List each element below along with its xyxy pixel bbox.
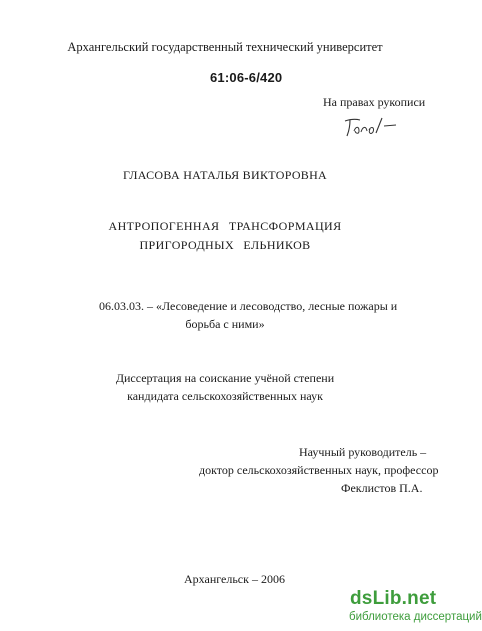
supervisor-name: Феклистов П.А. — [341, 481, 423, 495]
specialty-line-2: борьба с ними» — [185, 317, 265, 331]
rights-note: На правах рукописи — [323, 95, 426, 109]
watermark-subtitle: библиотека диссертаций — [349, 611, 482, 623]
degree-line-2: кандидата сельскохозяйственных наук — [127, 389, 323, 403]
city-year: Архангельск – 2006 — [184, 572, 285, 586]
watermark-logo[interactable]: dsLib.net — [350, 588, 437, 609]
specialty-line-1: 06.03.03. – «Лесоведение и лесоводство, лесные пожары и — [99, 299, 398, 313]
dissertation-title-line-1: АНТРОПОГЕННАЯ ТРАНСФОРМАЦИЯ — [108, 219, 342, 233]
degree-line-1: Диссертация на соискание учёной степени — [115, 371, 335, 385]
dissertation-title-line-2: ПРИГОРОДНЫХ ЕЛЬНИКОВ — [139, 238, 311, 252]
author-name: ГЛАСОВА НАТАЛЬЯ ВИКТОРОВНА — [122, 168, 328, 182]
supervisor-label: Научный руководитель – — [299, 445, 427, 459]
author-signature — [342, 115, 398, 139]
university-name: Архангельский государственный технический университет — [67, 40, 383, 54]
catalog-code: 61:06-6/420 — [210, 70, 283, 85]
supervisor-degree: доктор сельскохозяйственных наук, профессор — [199, 463, 439, 477]
